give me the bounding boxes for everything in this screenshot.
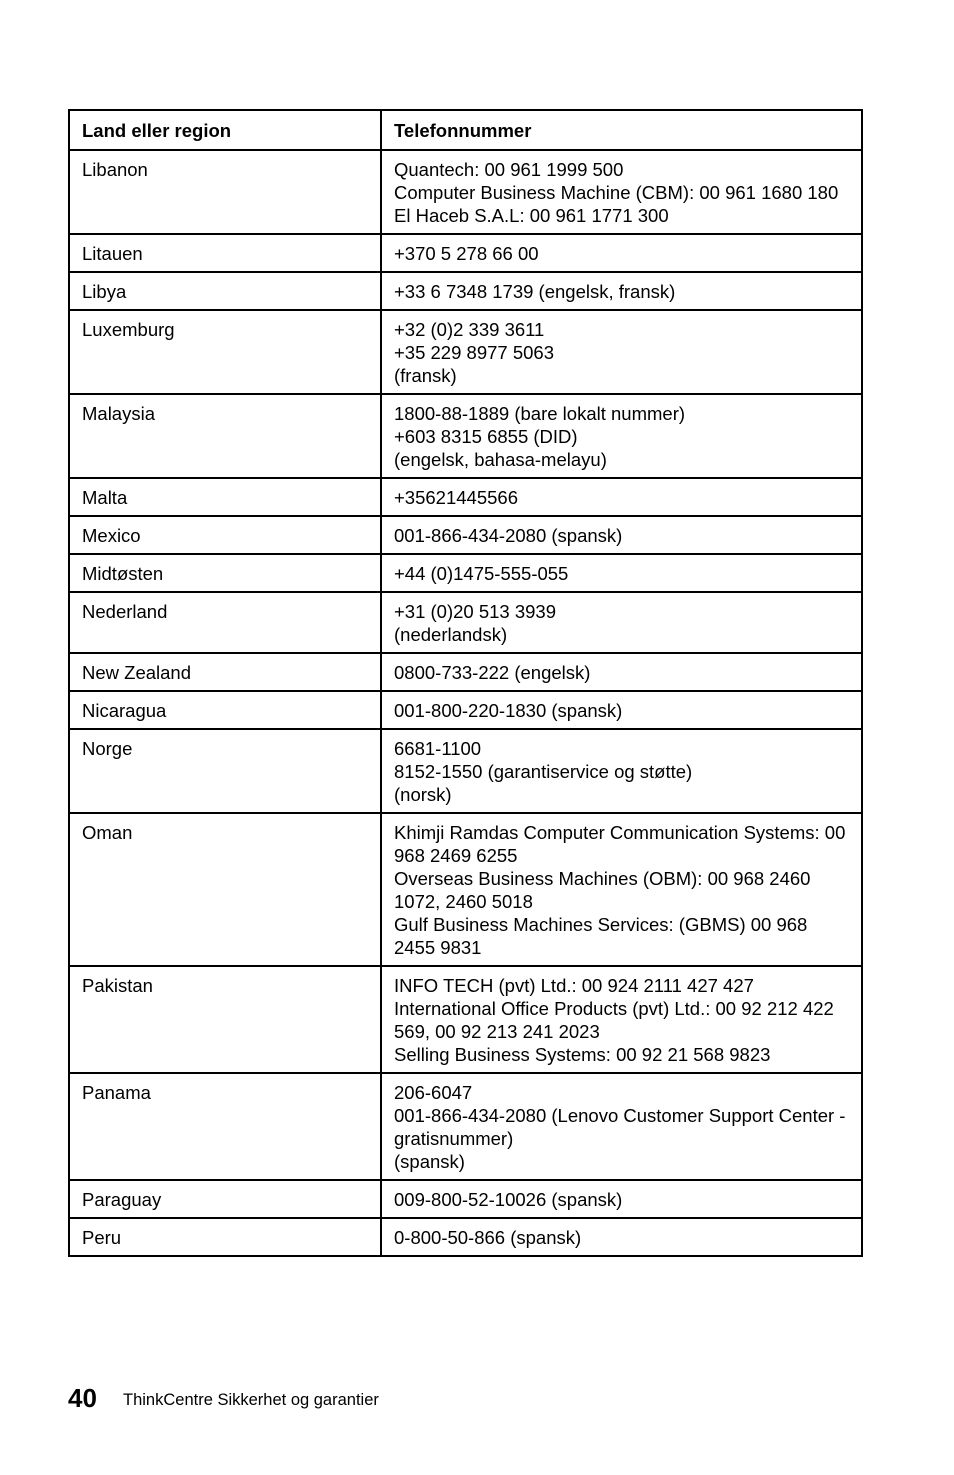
phone-line: (engelsk, bahasa-melayu) xyxy=(394,449,607,470)
table-row xyxy=(69,478,862,516)
phone-line: +35 229 8977 5063 xyxy=(394,342,554,363)
table-row xyxy=(69,1180,862,1218)
table-row xyxy=(69,813,862,966)
table-row xyxy=(69,1073,862,1180)
phone-cell xyxy=(381,1180,862,1218)
phone-cell xyxy=(381,691,862,729)
document-title: ThinkCentre Sikkerhet og garantier xyxy=(123,1391,379,1409)
phone-cell xyxy=(381,234,862,272)
table-row xyxy=(69,516,862,554)
phone-cell xyxy=(381,554,862,592)
country-cell: Libanon xyxy=(69,150,381,234)
country-cell: New Zealand xyxy=(69,653,381,691)
phone-line: 206-6047 xyxy=(394,1082,473,1103)
country-cell: Malta xyxy=(69,478,381,516)
country-cell: Litauen xyxy=(69,234,381,272)
country-cell: Nicaragua xyxy=(69,691,381,729)
table-row xyxy=(69,966,862,1073)
table-row xyxy=(69,234,862,272)
phone-line: +370 5 278 66 00 xyxy=(394,243,539,264)
country-cell: Nederland xyxy=(69,592,381,653)
country-cell: Luxemburg xyxy=(69,310,381,394)
phone-cell xyxy=(381,150,862,234)
phone-line: +32 (0)2 339 3611 xyxy=(394,319,545,340)
phone-line: 8152-1550 (garantiservice og støtte) xyxy=(394,761,693,782)
phone-line: (nederlandsk) xyxy=(394,624,508,645)
phone-cell xyxy=(381,516,862,554)
column-header-phone: Telefonnummer xyxy=(381,110,862,150)
phone-cell xyxy=(381,272,862,310)
table-row xyxy=(69,653,862,691)
country-cell: Midtøsten xyxy=(69,554,381,592)
phone-line: 009-800-52-10026 (spansk) xyxy=(394,1189,623,1210)
country-cell: Libya xyxy=(69,272,381,310)
phone-cell xyxy=(381,310,862,394)
phone-line: 001-866-434-2080 (spansk) xyxy=(394,525,623,546)
phone-line: +44 (0)1475-555-055 xyxy=(394,563,569,584)
phone-cell xyxy=(381,966,862,1073)
phone-line: Khimji Ramdas Computer Communication Systems: 00 968 2469 6255 xyxy=(394,822,846,866)
phone-line: El Haceb S.A.L: 00 961 1771 300 xyxy=(394,205,669,226)
country-cell: Oman xyxy=(69,813,381,966)
phone-line: 001-800-220-1830 (spansk) xyxy=(394,700,623,721)
phone-cell xyxy=(381,729,862,813)
table-row xyxy=(69,272,862,310)
phone-cell xyxy=(381,813,862,966)
table-row xyxy=(69,554,862,592)
phone-line: Gulf Business Machines Services: (GBMS) 00 968 2455 9831 xyxy=(394,914,808,958)
phone-line: +33 6 7348 1739 (engelsk, fransk) xyxy=(394,281,676,302)
phone-line: 001-866-434-2080 (Lenovo Customer Support Center - gratisnummer) xyxy=(394,1105,846,1149)
phone-cell xyxy=(381,1073,862,1180)
phone-line: INFO TECH (pvt) Ltd.: 00 924 2111 427 427 xyxy=(394,975,754,996)
table-row xyxy=(69,592,862,653)
phone-cell xyxy=(381,478,862,516)
phone-line: Overseas Business Machines (OBM): 00 968 2460 1072, 2460 5018 xyxy=(394,868,811,912)
table-row xyxy=(69,729,862,813)
table-row xyxy=(69,150,862,234)
phone-cell xyxy=(381,394,862,478)
page-number: 40 xyxy=(68,1383,97,1413)
country-cell: Mexico xyxy=(69,516,381,554)
phone-line: Computer Business Machine (CBM): 00 961 1680 180 xyxy=(394,182,839,203)
phone-line: 0-800-50-866 (spansk) xyxy=(394,1227,582,1248)
country-cell: Panama xyxy=(69,1073,381,1180)
phone-line: 1800-88-1889 (bare lokalt nummer) xyxy=(394,403,686,424)
column-header-country: Land eller region xyxy=(69,110,381,150)
phone-line: (fransk) xyxy=(394,365,457,386)
phone-line: (norsk) xyxy=(394,784,452,805)
phone-line: Selling Business Systems: 00 92 21 568 9823 xyxy=(394,1044,771,1065)
table-row xyxy=(69,394,862,478)
country-cell: Paraguay xyxy=(69,1180,381,1218)
phone-line: (spansk) xyxy=(394,1151,465,1172)
table-row xyxy=(69,1218,862,1256)
country-cell: Peru xyxy=(69,1218,381,1256)
country-cell: Malaysia xyxy=(69,394,381,478)
country-cell: Norge xyxy=(69,729,381,813)
table-header-row xyxy=(69,110,862,150)
phone-line: +35621445566 xyxy=(394,487,518,508)
phone-line: +603 8315 6855 (DID) xyxy=(394,426,578,447)
phone-cell xyxy=(381,1218,862,1256)
phone-line: 6681-1100 xyxy=(394,738,482,759)
country-cell: Pakistan xyxy=(69,966,381,1073)
phone-cell xyxy=(381,592,862,653)
phone-line: Quantech: 00 961 1999 500 xyxy=(394,159,624,180)
phone-cell xyxy=(381,653,862,691)
table-row xyxy=(69,310,862,394)
phone-line: +31 (0)20 513 3939 xyxy=(394,601,557,622)
support-phone-table xyxy=(68,109,863,1257)
phone-line: International Office Products (pvt) Ltd.: 00 92 212 422 569, 00 92 213 241 2023 xyxy=(394,998,834,1042)
table-body xyxy=(69,150,862,1256)
table-row xyxy=(69,691,862,729)
phone-line: 0800-733-222 (engelsk) xyxy=(394,662,591,683)
